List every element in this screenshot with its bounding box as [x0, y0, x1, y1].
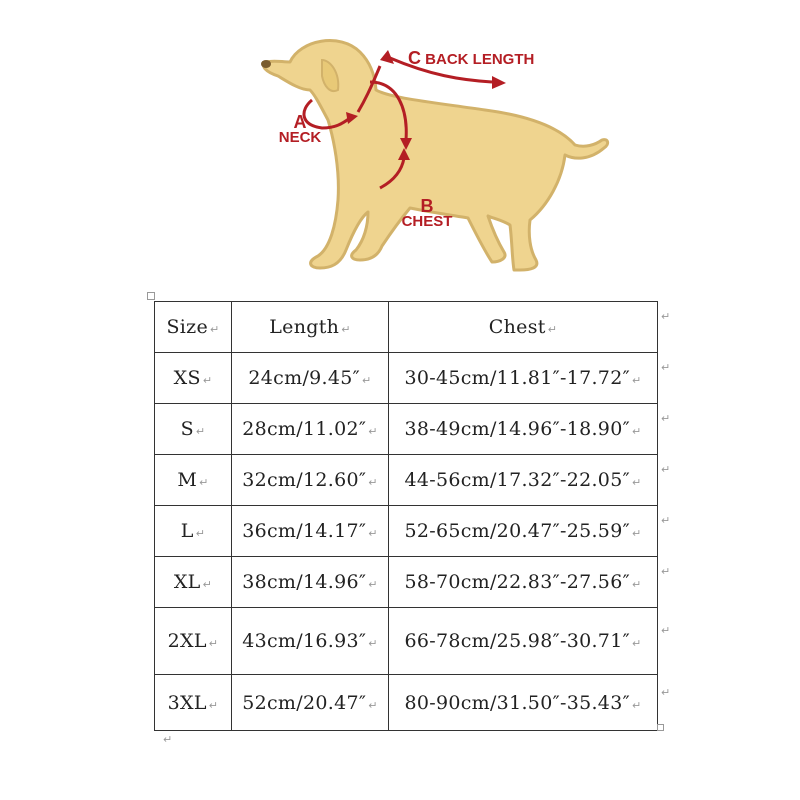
- table-row: [155, 455, 658, 506]
- row-end-mark: ↵: [661, 361, 671, 374]
- size-cell: 3XL ↵: [155, 675, 232, 731]
- chest-label: [392, 198, 462, 230]
- back-length-text: BACK LENGTH: [425, 51, 535, 68]
- table-header-row: [155, 302, 658, 353]
- chest-cell: 44-56cm/17.32″-22.05″ ↵: [389, 455, 658, 506]
- table-row: [155, 353, 658, 404]
- back-length-letter: C: [408, 48, 421, 68]
- size-chart-table: [154, 301, 658, 731]
- row-end-mark: ↵: [661, 412, 671, 425]
- length-cell: 24cm/9.45″ ↵: [232, 353, 389, 404]
- chest-cell: 30-45cm/11.81″-17.72″ ↵: [389, 353, 658, 404]
- length-cell: 38cm/14.96″ ↵: [232, 557, 389, 608]
- dog-measurement-diagram: [230, 20, 620, 285]
- table-move-handle[interactable]: [147, 292, 155, 300]
- size-cell: XS ↵: [155, 353, 232, 404]
- chest-cell: 66-78cm/25.98″-30.71″ ↵: [389, 608, 658, 675]
- chest-cell: 58-70cm/22.83″-27.56″ ↵: [389, 557, 658, 608]
- neck-text: NECK: [278, 129, 322, 146]
- length-cell: 36cm/14.17″ ↵: [232, 506, 389, 557]
- header-chest: Chest ↵: [389, 302, 658, 353]
- table-row: [155, 608, 658, 675]
- row-end-mark: ↵: [661, 463, 671, 476]
- length-cell: 52cm/20.47″ ↵: [232, 675, 389, 731]
- row-end-mark: ↵: [661, 624, 671, 637]
- size-cell: 2XL ↵: [155, 608, 232, 675]
- size-cell: M ↵: [155, 455, 232, 506]
- chest-cell: 52-65cm/20.47″-25.59″ ↵: [389, 506, 658, 557]
- size-cell: XL ↵: [155, 557, 232, 608]
- table-row: [155, 675, 658, 731]
- chest-text: CHEST: [401, 213, 453, 230]
- row-end-mark: ↵: [661, 565, 671, 578]
- back-length-label: [408, 50, 534, 68]
- row-end-mark: ↵: [661, 686, 671, 699]
- header-length: Length ↵: [232, 302, 389, 353]
- size-cell: S ↵: [155, 404, 232, 455]
- neck-letter: A: [293, 112, 307, 132]
- dog-nose: [261, 60, 271, 68]
- table-resize-handle[interactable]: [657, 724, 664, 731]
- chest-cell: 38-49cm/14.96″-18.90″ ↵: [389, 404, 658, 455]
- chest-cell: 80-90cm/31.50″-35.43″ ↵: [389, 675, 658, 731]
- table-row: [155, 557, 658, 608]
- chest-letter: B: [420, 196, 434, 216]
- length-cell: 32cm/12.60″ ↵: [232, 455, 389, 506]
- table-row: [155, 404, 658, 455]
- length-cell: 28cm/11.02″ ↵: [232, 404, 389, 455]
- size-cell: L ↵: [155, 506, 232, 557]
- neck-label: [270, 114, 330, 146]
- row-end-mark: ↵: [661, 514, 671, 527]
- row-end-mark: ↵: [661, 310, 671, 323]
- paragraph-end-mark: ↵: [163, 733, 173, 746]
- header-size: Size ↵: [155, 302, 232, 353]
- table-row: [155, 506, 658, 557]
- length-cell: 43cm/16.93″ ↵: [232, 608, 389, 675]
